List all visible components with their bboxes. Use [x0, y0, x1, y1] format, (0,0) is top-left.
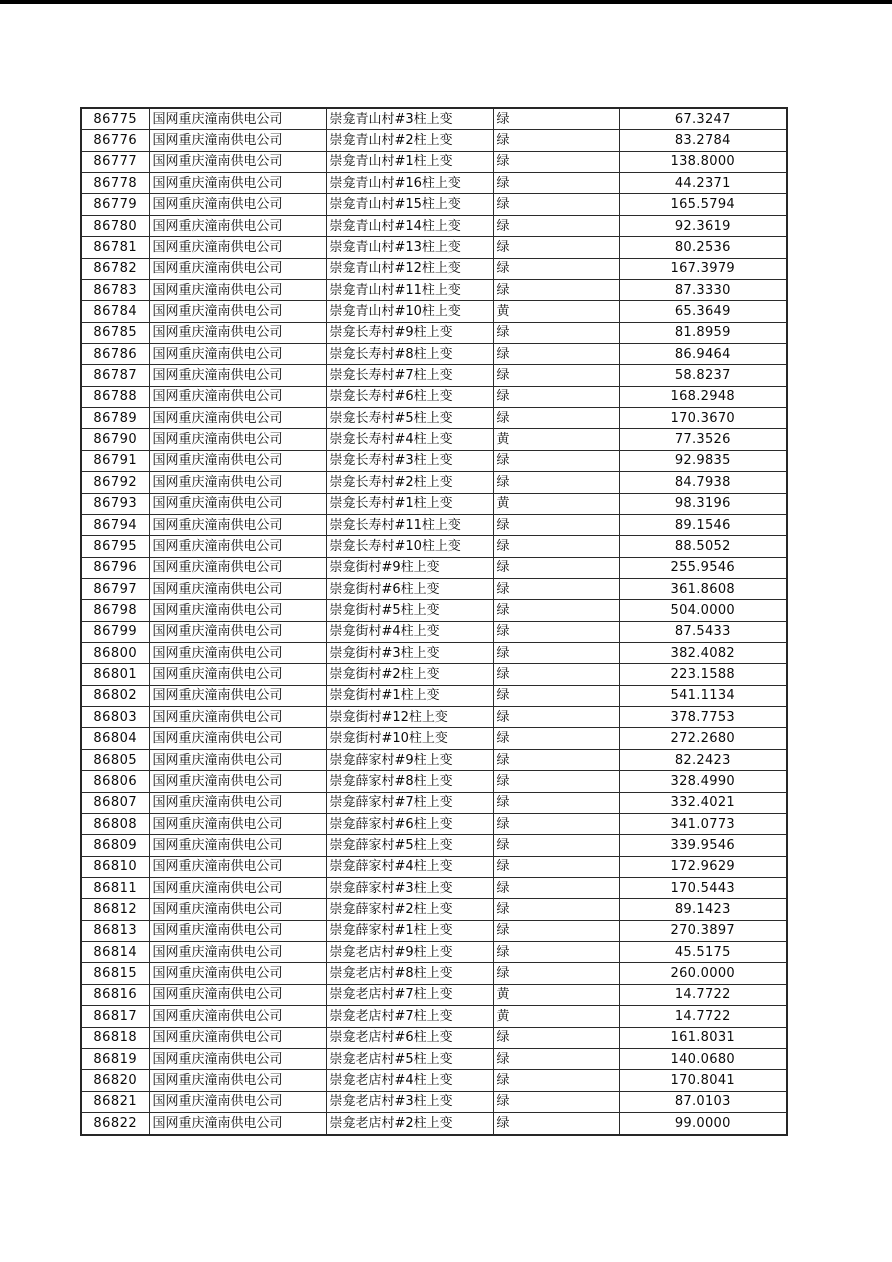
table-row	[81, 835, 787, 856]
power-data-table	[80, 107, 788, 1136]
cell-transformer-name: 崇龛青山村#1柱上变	[326, 151, 493, 172]
cell-company-name: 国网重庆潼南供电公司	[149, 1027, 326, 1048]
cell-transformer-name: 崇龛青山村#11柱上变	[326, 279, 493, 300]
cell-transformer-name: 崇龛青山村#10柱上变	[326, 301, 493, 322]
cell-status: 黄	[493, 1006, 619, 1027]
cell-company-name: 国网重庆潼南供电公司	[149, 215, 326, 236]
cell-transformer-name: 崇龛长寿村#8柱上变	[326, 344, 493, 365]
table-row	[81, 472, 787, 493]
cell-status: 绿	[493, 130, 619, 151]
cell-value: 87.5433	[619, 621, 787, 642]
cell-company-name: 国网重庆潼南供电公司	[149, 621, 326, 642]
cell-value: 89.1546	[619, 514, 787, 535]
cell-transformer-name: 崇龛薛家村#8柱上变	[326, 771, 493, 792]
cell-value: 168.2948	[619, 386, 787, 407]
cell-status: 绿	[493, 322, 619, 343]
cell-status: 黄	[493, 301, 619, 322]
cell-row-id: 86822	[81, 1112, 149, 1135]
cell-row-id: 86786	[81, 344, 149, 365]
cell-row-id: 86775	[81, 108, 149, 130]
cell-company-name: 国网重庆潼南供电公司	[149, 728, 326, 749]
cell-row-id: 86818	[81, 1027, 149, 1048]
cell-company-name: 国网重庆潼南供电公司	[149, 237, 326, 258]
table-row	[81, 536, 787, 557]
cell-status: 绿	[493, 1027, 619, 1048]
cell-status: 绿	[493, 643, 619, 664]
cell-transformer-name: 崇龛老店村#7柱上变	[326, 984, 493, 1005]
cell-status: 绿	[493, 472, 619, 493]
table-row	[81, 685, 787, 706]
table-row	[81, 408, 787, 429]
cell-status: 黄	[493, 984, 619, 1005]
cell-status: 绿	[493, 215, 619, 236]
cell-company-name: 国网重庆潼南供电公司	[149, 749, 326, 770]
cell-row-id: 86801	[81, 664, 149, 685]
cell-value: 170.3670	[619, 408, 787, 429]
cell-company-name: 国网重庆潼南供电公司	[149, 365, 326, 386]
cell-row-id: 86813	[81, 920, 149, 941]
cell-status: 绿	[493, 194, 619, 215]
table-row	[81, 920, 787, 941]
cell-row-id: 86797	[81, 578, 149, 599]
table-row	[81, 108, 787, 130]
cell-transformer-name: 崇龛长寿村#10柱上变	[326, 536, 493, 557]
cell-status: 绿	[493, 173, 619, 194]
cell-company-name: 国网重庆潼南供电公司	[149, 258, 326, 279]
cell-row-id: 86780	[81, 215, 149, 236]
cell-transformer-name: 崇龛街村#12柱上变	[326, 707, 493, 728]
cell-row-id: 86804	[81, 728, 149, 749]
cell-status: 绿	[493, 151, 619, 172]
cell-value: 80.2536	[619, 237, 787, 258]
cell-transformer-name: 崇龛老店村#3柱上变	[326, 1091, 493, 1112]
table-row	[81, 344, 787, 365]
cell-company-name: 国网重庆潼南供电公司	[149, 429, 326, 450]
cell-transformer-name: 崇龛街村#9柱上变	[326, 557, 493, 578]
cell-status: 绿	[493, 237, 619, 258]
cell-company-name: 国网重庆潼南供电公司	[149, 707, 326, 728]
cell-value: 255.9546	[619, 557, 787, 578]
cell-company-name: 国网重庆潼南供电公司	[149, 173, 326, 194]
cell-value: 341.0773	[619, 813, 787, 834]
cell-value: 170.8041	[619, 1070, 787, 1091]
cell-company-name: 国网重庆潼南供电公司	[149, 279, 326, 300]
table-row	[81, 643, 787, 664]
cell-value: 172.9629	[619, 856, 787, 877]
cell-transformer-name: 崇龛老店村#5柱上变	[326, 1048, 493, 1069]
cell-value: 270.3897	[619, 920, 787, 941]
table-row	[81, 942, 787, 963]
cell-status: 绿	[493, 365, 619, 386]
cell-transformer-name: 崇龛薛家村#2柱上变	[326, 899, 493, 920]
table-row	[81, 771, 787, 792]
table-row	[81, 279, 787, 300]
cell-value: 378.7753	[619, 707, 787, 728]
cell-row-id: 86821	[81, 1091, 149, 1112]
cell-transformer-name: 崇龛老店村#9柱上变	[326, 942, 493, 963]
table-row	[81, 1006, 787, 1027]
table-row	[81, 429, 787, 450]
cell-status: 黄	[493, 429, 619, 450]
cell-transformer-name: 崇龛长寿村#11柱上变	[326, 514, 493, 535]
cell-transformer-name: 崇龛薛家村#6柱上变	[326, 813, 493, 834]
cell-row-id: 86798	[81, 600, 149, 621]
cell-company-name: 国网重庆潼南供电公司	[149, 771, 326, 792]
cell-row-id: 86781	[81, 237, 149, 258]
cell-status: 绿	[493, 344, 619, 365]
cell-status: 绿	[493, 1091, 619, 1112]
cell-status: 绿	[493, 536, 619, 557]
cell-value: 541.1134	[619, 685, 787, 706]
table-row	[81, 707, 787, 728]
cell-transformer-name: 崇龛薛家村#5柱上变	[326, 835, 493, 856]
cell-row-id: 86783	[81, 279, 149, 300]
cell-row-id: 86817	[81, 1006, 149, 1027]
cell-company-name: 国网重庆潼南供电公司	[149, 557, 326, 578]
page-top-edge-bar	[0, 0, 892, 4]
table-row	[81, 578, 787, 599]
cell-transformer-name: 崇龛街村#2柱上变	[326, 664, 493, 685]
cell-status: 绿	[493, 813, 619, 834]
cell-row-id: 86809	[81, 835, 149, 856]
cell-row-id: 86802	[81, 685, 149, 706]
cell-status: 绿	[493, 877, 619, 898]
cell-company-name: 国网重庆潼南供电公司	[149, 792, 326, 813]
cell-status: 绿	[493, 728, 619, 749]
cell-company-name: 国网重庆潼南供电公司	[149, 600, 326, 621]
cell-company-name: 国网重庆潼南供电公司	[149, 984, 326, 1005]
table-row	[81, 728, 787, 749]
table-row	[81, 877, 787, 898]
cell-status: 绿	[493, 600, 619, 621]
cell-company-name: 国网重庆潼南供电公司	[149, 536, 326, 557]
cell-value: 99.0000	[619, 1112, 787, 1135]
table-row	[81, 237, 787, 258]
cell-row-id: 86803	[81, 707, 149, 728]
cell-company-name: 国网重庆潼南供电公司	[149, 1112, 326, 1135]
cell-company-name: 国网重庆潼南供电公司	[149, 301, 326, 322]
cell-value: 260.0000	[619, 963, 787, 984]
cell-status: 绿	[493, 685, 619, 706]
cell-row-id: 86807	[81, 792, 149, 813]
table-row	[81, 1112, 787, 1135]
cell-company-name: 国网重庆潼南供电公司	[149, 899, 326, 920]
cell-company-name: 国网重庆潼南供电公司	[149, 1048, 326, 1069]
cell-status: 绿	[493, 279, 619, 300]
table-row	[81, 301, 787, 322]
cell-row-id: 86820	[81, 1070, 149, 1091]
cell-status: 绿	[493, 899, 619, 920]
cell-value: 165.5794	[619, 194, 787, 215]
table-row	[81, 365, 787, 386]
cell-row-id: 86800	[81, 643, 149, 664]
table-row	[81, 322, 787, 343]
cell-company-name: 国网重庆潼南供电公司	[149, 322, 326, 343]
cell-transformer-name: 崇龛薛家村#1柱上变	[326, 920, 493, 941]
cell-value: 45.5175	[619, 942, 787, 963]
cell-status: 绿	[493, 450, 619, 471]
cell-company-name: 国网重庆潼南供电公司	[149, 664, 326, 685]
cell-status: 绿	[493, 514, 619, 535]
cell-transformer-name: 崇龛街村#4柱上变	[326, 621, 493, 642]
cell-row-id: 86819	[81, 1048, 149, 1069]
cell-value: 84.7938	[619, 472, 787, 493]
cell-row-id: 86789	[81, 408, 149, 429]
table-row	[81, 1070, 787, 1091]
table-row	[81, 194, 787, 215]
table-row	[81, 215, 787, 236]
cell-value: 332.4021	[619, 792, 787, 813]
cell-value: 140.0680	[619, 1048, 787, 1069]
cell-company-name: 国网重庆潼南供电公司	[149, 450, 326, 471]
cell-company-name: 国网重庆潼南供电公司	[149, 963, 326, 984]
table-row	[81, 514, 787, 535]
cell-transformer-name: 崇龛老店村#4柱上变	[326, 1070, 493, 1091]
cell-value: 223.1588	[619, 664, 787, 685]
cell-transformer-name: 崇龛老店村#7柱上变	[326, 1006, 493, 1027]
cell-transformer-name: 崇龛长寿村#3柱上变	[326, 450, 493, 471]
table-row	[81, 984, 787, 1005]
table-row	[81, 1027, 787, 1048]
cell-value: 67.3247	[619, 108, 787, 130]
cell-value: 77.3526	[619, 429, 787, 450]
cell-value: 339.9546	[619, 835, 787, 856]
cell-row-id: 86785	[81, 322, 149, 343]
cell-transformer-name: 崇龛薛家村#7柱上变	[326, 792, 493, 813]
cell-value: 14.7722	[619, 984, 787, 1005]
cell-value: 44.2371	[619, 173, 787, 194]
cell-transformer-name: 崇龛老店村#6柱上变	[326, 1027, 493, 1048]
cell-transformer-name: 崇龛薛家村#9柱上变	[326, 749, 493, 770]
cell-value: 138.8000	[619, 151, 787, 172]
cell-row-id: 86790	[81, 429, 149, 450]
cell-transformer-name: 崇龛街村#10柱上变	[326, 728, 493, 749]
cell-status: 绿	[493, 942, 619, 963]
table-row	[81, 493, 787, 514]
cell-row-id: 86812	[81, 899, 149, 920]
cell-transformer-name: 崇龛长寿村#9柱上变	[326, 322, 493, 343]
table-row	[81, 1091, 787, 1112]
cell-row-id: 86777	[81, 151, 149, 172]
cell-value: 87.3330	[619, 279, 787, 300]
cell-value: 82.2423	[619, 749, 787, 770]
table-row	[81, 664, 787, 685]
cell-company-name: 国网重庆潼南供电公司	[149, 1006, 326, 1027]
cell-value: 382.4082	[619, 643, 787, 664]
cell-transformer-name: 崇龛薛家村#3柱上变	[326, 877, 493, 898]
cell-transformer-name: 崇龛青山村#14柱上变	[326, 215, 493, 236]
cell-status: 绿	[493, 707, 619, 728]
table-row	[81, 258, 787, 279]
cell-value: 87.0103	[619, 1091, 787, 1112]
cell-transformer-name: 崇龛青山村#3柱上变	[326, 108, 493, 130]
cell-row-id: 86782	[81, 258, 149, 279]
cell-company-name: 国网重庆潼南供电公司	[149, 493, 326, 514]
table-row	[81, 1048, 787, 1069]
cell-transformer-name: 崇龛青山村#13柱上变	[326, 237, 493, 258]
table-row	[81, 557, 787, 578]
cell-row-id: 86808	[81, 813, 149, 834]
cell-row-id: 86811	[81, 877, 149, 898]
cell-transformer-name: 崇龛长寿村#6柱上变	[326, 386, 493, 407]
cell-transformer-name: 崇龛薛家村#4柱上变	[326, 856, 493, 877]
cell-row-id: 86796	[81, 557, 149, 578]
cell-transformer-name: 崇龛街村#3柱上变	[326, 643, 493, 664]
cell-company-name: 国网重庆潼南供电公司	[149, 578, 326, 599]
cell-row-id: 86794	[81, 514, 149, 535]
cell-value: 98.3196	[619, 493, 787, 514]
cell-status: 绿	[493, 1048, 619, 1069]
cell-transformer-name: 崇龛青山村#15柱上变	[326, 194, 493, 215]
cell-transformer-name: 崇龛老店村#8柱上变	[326, 963, 493, 984]
cell-status: 绿	[493, 771, 619, 792]
cell-row-id: 86776	[81, 130, 149, 151]
cell-value: 65.3649	[619, 301, 787, 322]
cell-status: 绿	[493, 557, 619, 578]
cell-row-id: 86784	[81, 301, 149, 322]
cell-transformer-name: 崇龛长寿村#1柱上变	[326, 493, 493, 514]
cell-transformer-name: 崇龛青山村#12柱上变	[326, 258, 493, 279]
cell-company-name: 国网重庆潼南供电公司	[149, 877, 326, 898]
cell-company-name: 国网重庆潼南供电公司	[149, 1091, 326, 1112]
cell-company-name: 国网重庆潼南供电公司	[149, 835, 326, 856]
cell-row-id: 86810	[81, 856, 149, 877]
cell-value: 89.1423	[619, 899, 787, 920]
cell-transformer-name: 崇龛街村#1柱上变	[326, 685, 493, 706]
cell-transformer-name: 崇龛街村#6柱上变	[326, 578, 493, 599]
cell-row-id: 86806	[81, 771, 149, 792]
cell-status: 绿	[493, 621, 619, 642]
cell-transformer-name: 崇龛老店村#2柱上变	[326, 1112, 493, 1135]
cell-status: 黄	[493, 493, 619, 514]
table-row	[81, 963, 787, 984]
cell-row-id: 86778	[81, 173, 149, 194]
table-row	[81, 130, 787, 151]
cell-transformer-name: 崇龛青山村#2柱上变	[326, 130, 493, 151]
cell-status: 绿	[493, 792, 619, 813]
table-row	[81, 450, 787, 471]
cell-company-name: 国网重庆潼南供电公司	[149, 151, 326, 172]
cell-company-name: 国网重庆潼南供电公司	[149, 472, 326, 493]
cell-value: 81.8959	[619, 322, 787, 343]
cell-row-id: 86814	[81, 942, 149, 963]
table-row	[81, 151, 787, 172]
cell-company-name: 国网重庆潼南供电公司	[149, 920, 326, 941]
cell-status: 绿	[493, 1070, 619, 1091]
cell-company-name: 国网重庆潼南供电公司	[149, 408, 326, 429]
cell-value: 361.8608	[619, 578, 787, 599]
cell-company-name: 国网重庆潼南供电公司	[149, 130, 326, 151]
cell-row-id: 86792	[81, 472, 149, 493]
cell-row-id: 86799	[81, 621, 149, 642]
cell-row-id: 86791	[81, 450, 149, 471]
cell-value: 86.9464	[619, 344, 787, 365]
cell-status: 绿	[493, 258, 619, 279]
table-row	[81, 792, 787, 813]
cell-transformer-name: 崇龛长寿村#7柱上变	[326, 365, 493, 386]
cell-row-id: 86788	[81, 386, 149, 407]
table-row	[81, 856, 787, 877]
cell-status: 绿	[493, 1112, 619, 1135]
cell-value: 161.8031	[619, 1027, 787, 1048]
table-body	[81, 108, 787, 1135]
cell-row-id: 86795	[81, 536, 149, 557]
cell-value: 14.7722	[619, 1006, 787, 1027]
table-row	[81, 173, 787, 194]
table-row	[81, 749, 787, 770]
cell-status: 绿	[493, 578, 619, 599]
cell-value: 83.2784	[619, 130, 787, 151]
cell-status: 绿	[493, 108, 619, 130]
cell-company-name: 国网重庆潼南供电公司	[149, 1070, 326, 1091]
cell-row-id: 86805	[81, 749, 149, 770]
cell-company-name: 国网重庆潼南供电公司	[149, 514, 326, 535]
cell-company-name: 国网重庆潼南供电公司	[149, 344, 326, 365]
cell-row-id: 86787	[81, 365, 149, 386]
cell-company-name: 国网重庆潼南供电公司	[149, 643, 326, 664]
cell-transformer-name: 崇龛长寿村#4柱上变	[326, 429, 493, 450]
cell-status: 绿	[493, 749, 619, 770]
cell-value: 92.9835	[619, 450, 787, 471]
cell-value: 328.4990	[619, 771, 787, 792]
cell-value: 170.5443	[619, 877, 787, 898]
table-row	[81, 386, 787, 407]
cell-company-name: 国网重庆潼南供电公司	[149, 386, 326, 407]
cell-status: 绿	[493, 408, 619, 429]
table-row	[81, 621, 787, 642]
cell-value: 92.3619	[619, 215, 787, 236]
cell-value: 272.2680	[619, 728, 787, 749]
cell-company-name: 国网重庆潼南供电公司	[149, 813, 326, 834]
cell-company-name: 国网重庆潼南供电公司	[149, 685, 326, 706]
cell-row-id: 86779	[81, 194, 149, 215]
cell-row-id: 86816	[81, 984, 149, 1005]
cell-company-name: 国网重庆潼南供电公司	[149, 942, 326, 963]
table-row	[81, 600, 787, 621]
cell-company-name: 国网重庆潼南供电公司	[149, 194, 326, 215]
cell-status: 绿	[493, 664, 619, 685]
cell-transformer-name: 崇龛长寿村#2柱上变	[326, 472, 493, 493]
cell-value: 504.0000	[619, 600, 787, 621]
table-row	[81, 899, 787, 920]
cell-row-id: 86815	[81, 963, 149, 984]
cell-transformer-name: 崇龛街村#5柱上变	[326, 600, 493, 621]
cell-company-name: 国网重庆潼南供电公司	[149, 856, 326, 877]
cell-status: 绿	[493, 920, 619, 941]
table-row	[81, 813, 787, 834]
cell-status: 绿	[493, 386, 619, 407]
cell-value: 167.3979	[619, 258, 787, 279]
cell-status: 绿	[493, 963, 619, 984]
cell-company-name: 国网重庆潼南供电公司	[149, 108, 326, 130]
cell-value: 58.8237	[619, 365, 787, 386]
cell-transformer-name: 崇龛青山村#16柱上变	[326, 173, 493, 194]
cell-status: 绿	[493, 835, 619, 856]
cell-row-id: 86793	[81, 493, 149, 514]
cell-status: 绿	[493, 856, 619, 877]
cell-transformer-name: 崇龛长寿村#5柱上变	[326, 408, 493, 429]
cell-value: 88.5052	[619, 536, 787, 557]
